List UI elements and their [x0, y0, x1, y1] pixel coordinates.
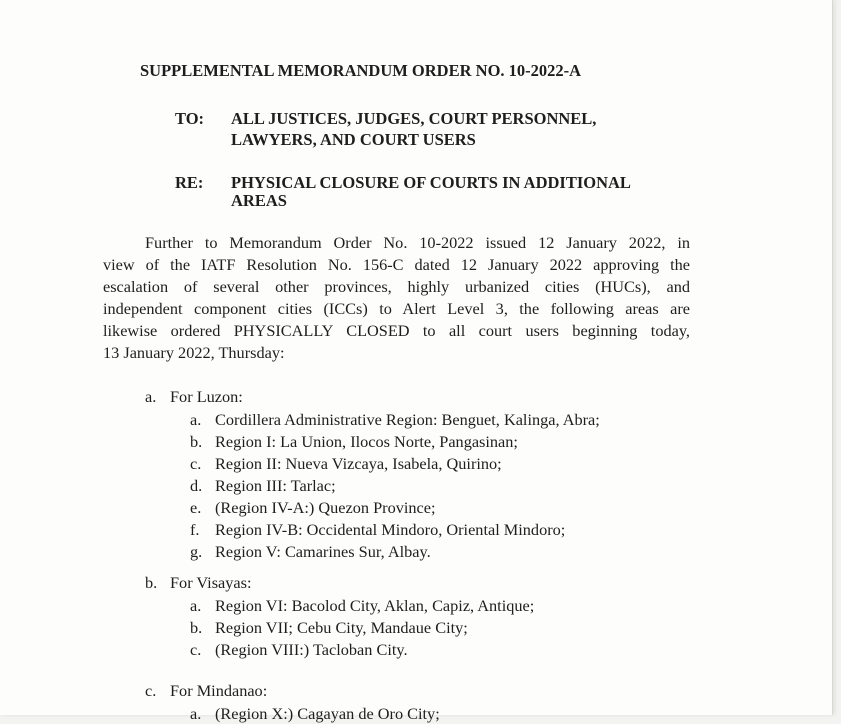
item-marker: a.: [190, 704, 202, 723]
item-marker: g.: [190, 542, 203, 561]
list-item: Region VII; Cebu City, Mandaue City;: [215, 618, 468, 637]
list-item: Region IV-B: Occidental Mindoro, Oriental Mindoro;: [215, 520, 566, 539]
item-marker: c.: [190, 454, 202, 473]
group-marker: b.: [145, 573, 158, 592]
list-item: Cordillera Administrative Region: Benguet, Kalinga, Abra;: [215, 410, 600, 429]
list-item: (Region IV-A:) Quezon Province;: [215, 498, 436, 517]
paragraph-line: 13 January 2022, Thursday:: [103, 343, 285, 362]
paragraph-line: Further to Memorandum Order No. 10-2022 issued 12 January 2022, in: [145, 233, 690, 252]
list-item: (Region X:) Cagayan de Oro City;: [215, 704, 440, 723]
item-marker: b.: [190, 432, 203, 451]
list-item: Region III: Tarlac;: [215, 476, 336, 495]
paragraph-line: view of the IATF Resolution No. 156-C dated 12 January 2022 approving the: [103, 255, 690, 274]
list-item: Region I: La Union, Ilocos Norte, Pangasinan;: [215, 432, 518, 451]
list-item: Region II: Nueva Vizcaya, Isabela, Quirino;: [215, 454, 502, 473]
paragraph-line: likewise ordered PHYSICALLY CLOSED to all court users beginning today,: [103, 321, 690, 340]
group-marker: c.: [145, 681, 157, 700]
item-marker: c.: [190, 640, 202, 659]
list-item: Region V: Camarines Sur, Albay.: [215, 542, 431, 561]
to-line-2: LAWYERS, AND COURT USERS: [231, 130, 476, 149]
item-marker: e.: [190, 498, 202, 517]
memo-title: SUPPLEMENTAL MEMORANDUM ORDER NO. 10-2022-A: [140, 61, 582, 80]
list-item: (Region VIII:) Tacloban City.: [215, 640, 408, 659]
item-marker: b.: [190, 618, 203, 637]
item-marker: a.: [190, 596, 202, 615]
paragraph-line: escalation of several other provinces, highly urbanized cities (HUCs), and: [103, 277, 690, 296]
re-line-2: AREAS: [231, 191, 287, 210]
item-marker: d.: [190, 476, 203, 495]
list-item: Region VI: Bacolod City, Aklan, Capiz, Antique;: [215, 596, 535, 615]
to-label: TO:: [175, 109, 205, 128]
group-marker: a.: [145, 387, 157, 406]
item-marker: a.: [190, 410, 202, 429]
paragraph-line: independent component cities (ICCs) to Alert Level 3, the following areas are: [103, 299, 690, 318]
group-label: For Visayas:: [170, 573, 252, 592]
re-line-1: PHYSICAL CLOSURE OF COURTS IN ADDITIONAL: [231, 173, 631, 192]
group-label: For Mindanao:: [170, 681, 268, 700]
item-marker: f.: [190, 520, 200, 539]
re-label: RE:: [175, 173, 204, 192]
to-line-1: ALL JUSTICES, JUDGES, COURT PERSONNEL,: [231, 109, 597, 128]
group-label: For Luzon:: [170, 387, 243, 406]
